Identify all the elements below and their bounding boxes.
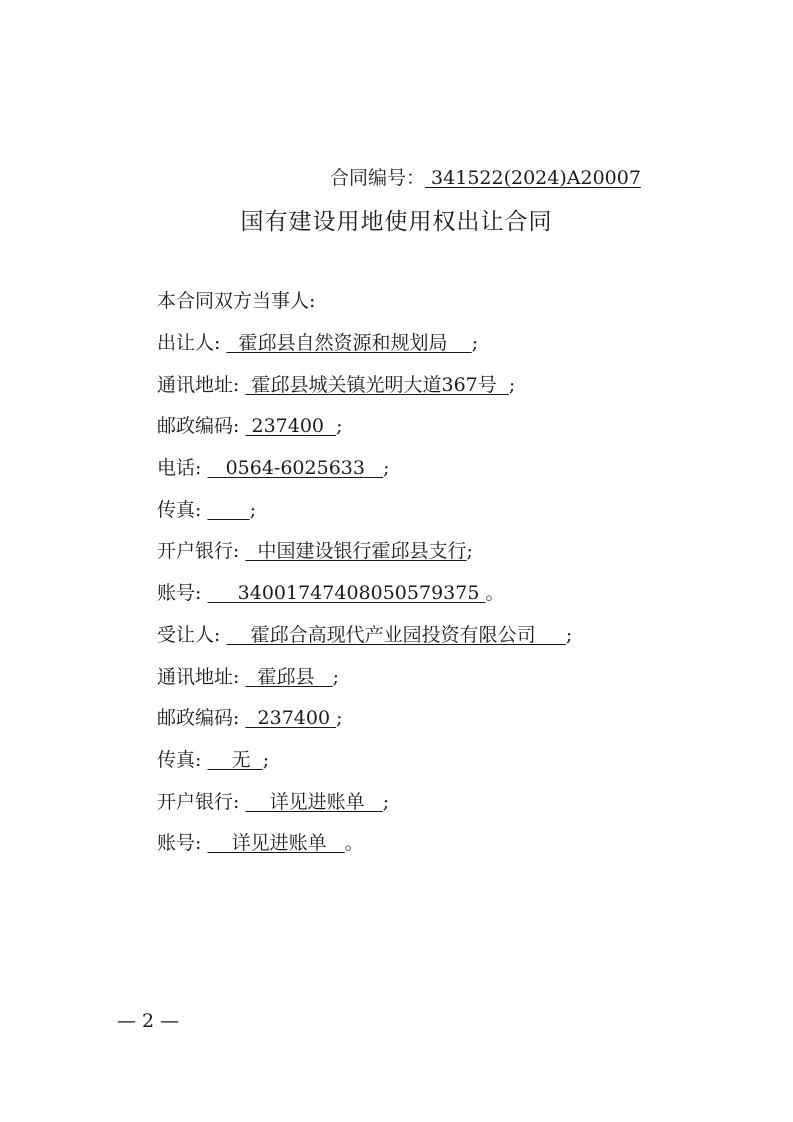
grantee-bank-line bbox=[157, 789, 389, 815]
grantee-account-end: 。 bbox=[344, 832, 364, 854]
grantor-account-line bbox=[157, 580, 504, 606]
grantee-name-line bbox=[157, 622, 572, 648]
grantee-account-line bbox=[157, 830, 364, 856]
grantor-phone-line bbox=[157, 455, 390, 481]
grantee-fax-label: 传真: bbox=[157, 749, 202, 771]
grantor-address-line bbox=[157, 372, 515, 398]
grantee-postcode-line bbox=[157, 705, 343, 731]
contract-number-value: 341522(2024)A20007 bbox=[425, 167, 641, 189]
grantee-fax-line bbox=[157, 747, 269, 773]
grantee-address-value: 霍邱县 bbox=[245, 666, 333, 688]
grantee-postcode-label: 邮政编码: bbox=[157, 707, 240, 729]
grantor-bank-line bbox=[157, 538, 473, 564]
grantor-bank-label: 开户银行: bbox=[157, 540, 240, 562]
grantor-postcode-label: 邮政编码: bbox=[157, 415, 240, 437]
grantee-address-line bbox=[157, 664, 339, 690]
page-number: — 2 — bbox=[117, 1010, 180, 1032]
grantee-account-value: 详见进账单 bbox=[207, 832, 345, 854]
grantor-postcode-end: ; bbox=[336, 415, 343, 437]
contract-number-label: 合同编号： bbox=[330, 167, 426, 189]
grantor-name-value: 霍邱县自然资源和规划局 bbox=[226, 332, 472, 354]
grantor-fax-label: 传真: bbox=[157, 499, 202, 521]
parties-intro: 本合同双方当事人: bbox=[157, 290, 316, 312]
grantee-bank-label: 开户银行: bbox=[157, 791, 240, 813]
grantee-postcode-value: 237400 bbox=[245, 707, 337, 729]
grantor-fax-value bbox=[207, 499, 249, 521]
grantor-phone-end: ; bbox=[383, 457, 390, 479]
grantor-name-label: 出让人: bbox=[157, 332, 221, 354]
grantee-name-label: 受让人: bbox=[157, 624, 221, 646]
grantor-postcode-value: 237400 bbox=[245, 415, 337, 437]
grantor-address-value: 霍邱县城关镇光明大道367号 bbox=[245, 374, 509, 396]
grantor-phone-label: 电话: bbox=[157, 457, 202, 479]
grantor-account-end: 。 bbox=[485, 582, 505, 604]
grantee-bank-value: 详见进账单 bbox=[245, 791, 383, 813]
grantor-postcode-line bbox=[157, 413, 343, 439]
grantor-name-line bbox=[157, 330, 478, 356]
grantor-bank-end: ; bbox=[466, 540, 473, 562]
grantor-account-label: 账号: bbox=[157, 582, 202, 604]
grantor-fax-end: ; bbox=[249, 499, 257, 521]
grantor-bank-value: 中国建设银行霍邱县支行 bbox=[245, 540, 467, 562]
grantee-fax-end: ; bbox=[262, 749, 270, 771]
grantee-bank-end: ; bbox=[382, 791, 390, 813]
grantor-phone-value: 0564-6025633 bbox=[207, 457, 384, 479]
grantee-fax-value: 无 bbox=[207, 749, 263, 771]
grantee-address-end: ; bbox=[332, 666, 340, 688]
document-title: 国有建设用地使用权出让合同 bbox=[240, 209, 553, 235]
grantee-address-label: 通讯地址: bbox=[157, 666, 240, 688]
grantee-name-end: ; bbox=[565, 624, 573, 646]
grantee-account-label: 账号: bbox=[157, 832, 202, 854]
grantor-name-end: ; bbox=[471, 332, 479, 354]
grantee-name-value: 霍邱合高现代产业园投资有限公司 bbox=[226, 624, 566, 646]
grantor-fax-line bbox=[157, 497, 256, 523]
grantor-address-end: ; bbox=[508, 374, 516, 396]
grantor-address-label: 通讯地址: bbox=[157, 374, 240, 396]
grantor-account-value: 34001747408050579375 bbox=[207, 582, 486, 604]
contract-number bbox=[330, 163, 641, 190]
grantee-postcode-end: ; bbox=[336, 707, 343, 729]
